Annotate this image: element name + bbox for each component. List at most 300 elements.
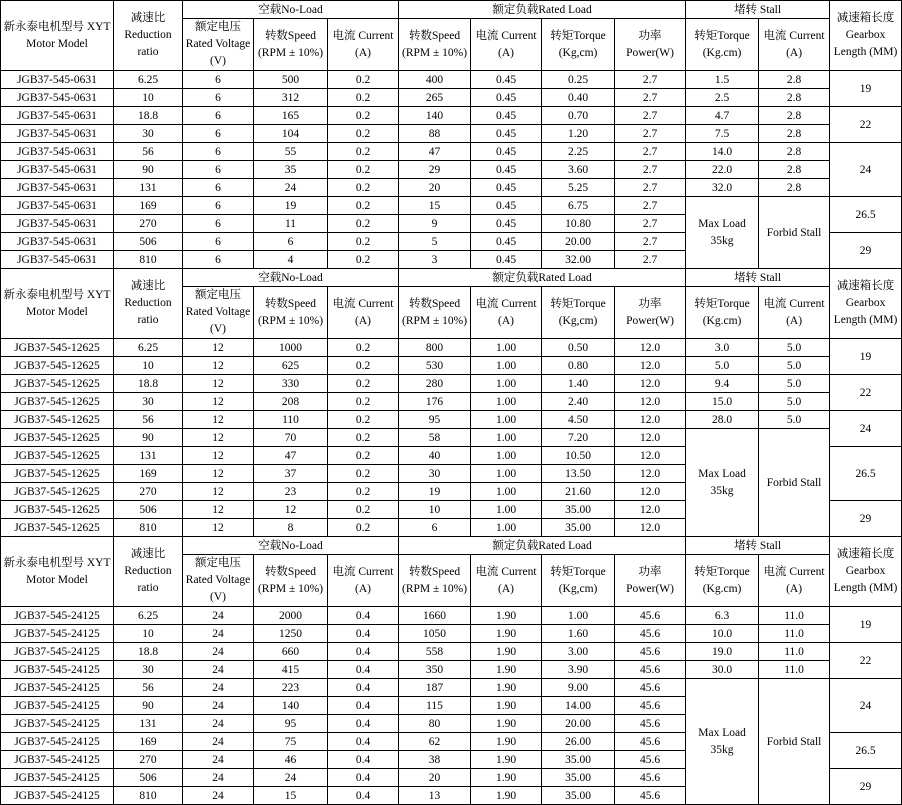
rated-speed-cell: 13 — [399, 787, 471, 805]
no-load-speed-cell: 6 — [254, 233, 328, 251]
gearbox-length-cell: 26.5 — [830, 447, 902, 501]
ratio-cell: 131 — [114, 179, 183, 197]
header-stall: 堵转 Stall — [686, 269, 830, 287]
no-load-current-cell: 0.2 — [328, 447, 399, 465]
table-row — [1, 89, 902, 107]
voltage-cell: 6 — [183, 233, 254, 251]
stall-torque-cell: 9.4 — [686, 375, 759, 393]
rated-power-cell: 12.0 — [615, 429, 686, 447]
ratio-cell: 506 — [114, 233, 183, 251]
ratio-cell: 169 — [114, 197, 183, 215]
header-stall-torque: 转矩Torque (Kg.cm) — [686, 555, 759, 607]
no-load-current-cell: 0.2 — [328, 71, 399, 89]
rated-power-cell: 45.6 — [615, 643, 686, 661]
header-ratio: 减速比 Reduction ratio — [114, 269, 183, 339]
no-load-current-cell: 0.2 — [328, 519, 399, 537]
header-row-top — [1, 1, 902, 19]
rated-torque-cell: 4.50 — [542, 411, 615, 429]
header-no-load-speed: 转数Speed (RPM ± 10%) — [254, 287, 328, 339]
rated-speed-cell: 80 — [399, 715, 471, 733]
rated-current-cell: 1.90 — [471, 661, 542, 679]
rated-torque-cell: 20.00 — [542, 715, 615, 733]
ratio-cell: 30 — [114, 661, 183, 679]
voltage-cell: 24 — [183, 787, 254, 805]
stall-torque-cell: 22.0 — [686, 161, 759, 179]
stall-torque-cell: 7.5 — [686, 125, 759, 143]
rated-current-cell: 0.45 — [471, 161, 542, 179]
gearbox-length-cell: 26.5 — [830, 733, 902, 769]
rated-torque-cell: 13.50 — [542, 465, 615, 483]
header-rated-current: 电流 Current (A) — [471, 287, 542, 339]
header-rated-power: 功率 Power(W) — [615, 19, 686, 71]
rated-current-cell: 1.90 — [471, 607, 542, 625]
stall-current-cell: 2.8 — [759, 161, 830, 179]
rated-current-cell: 0.45 — [471, 71, 542, 89]
ratio-cell: 30 — [114, 125, 183, 143]
model-cell: JGB37-545-0631 — [1, 197, 114, 215]
rated-current-cell: 1.00 — [471, 483, 542, 501]
max-load-note: Max Load 35kg — [686, 679, 759, 805]
rated-speed-cell: 30 — [399, 465, 471, 483]
no-load-speed-cell: 70 — [254, 429, 328, 447]
rated-torque-cell: 35.00 — [542, 787, 615, 805]
rated-speed-cell: 95 — [399, 411, 471, 429]
gearbox-length-cell: 22 — [830, 643, 902, 679]
table-row — [1, 143, 902, 161]
stall-current-cell: 2.8 — [759, 125, 830, 143]
table-row — [1, 71, 902, 89]
header-no-load-current: 电流 Current (A) — [328, 287, 399, 339]
rated-current-cell: 0.45 — [471, 197, 542, 215]
no-load-current-cell: 0.2 — [328, 89, 399, 107]
rated-torque-cell: 35.00 — [542, 519, 615, 537]
rated-speed-cell: 38 — [399, 751, 471, 769]
ratio-cell: 6.25 — [114, 71, 183, 89]
no-load-current-cell: 0.4 — [328, 733, 399, 751]
no-load-current-cell: 0.4 — [328, 643, 399, 661]
rated-speed-cell: 40 — [399, 447, 471, 465]
header-gearbox-length: 减速箱长度Gearbox Length (MM) — [830, 269, 902, 339]
voltage-cell: 12 — [183, 483, 254, 501]
stall-current-cell: 2.8 — [759, 143, 830, 161]
rated-torque-cell: 5.25 — [542, 179, 615, 197]
rated-speed-cell: 176 — [399, 393, 471, 411]
header-row-top — [1, 537, 902, 555]
forbid-stall-note: Forbid Stall — [759, 429, 830, 537]
stall-torque-cell: 15.0 — [686, 393, 759, 411]
no-load-speed-cell: 500 — [254, 71, 328, 89]
voltage-cell: 24 — [183, 715, 254, 733]
rated-power-cell: 45.6 — [615, 679, 686, 697]
header-rated-speed: 转数Speed (RPM ± 10%) — [399, 19, 471, 71]
voltage-cell: 24 — [183, 643, 254, 661]
rated-speed-cell: 800 — [399, 339, 471, 357]
model-cell: JGB37-545-24125 — [1, 751, 114, 769]
rated-current-cell: 1.90 — [471, 751, 542, 769]
header-rated-voltage: 额定电压 Rated Voltage (V) — [183, 19, 254, 71]
header-ratio: 减速比 Reduction ratio — [114, 537, 183, 607]
no-load-current-cell: 0.4 — [328, 661, 399, 679]
voltage-cell: 6 — [183, 215, 254, 233]
ratio-cell: 6.25 — [114, 607, 183, 625]
header-stall-current: 电流 Current (A) — [759, 555, 830, 607]
rated-speed-cell: 62 — [399, 733, 471, 751]
voltage-cell: 6 — [183, 179, 254, 197]
ratio-cell: 506 — [114, 769, 183, 787]
model-cell: JGB37-545-24125 — [1, 661, 114, 679]
rated-torque-cell: 3.60 — [542, 161, 615, 179]
rated-torque-cell: 3.90 — [542, 661, 615, 679]
no-load-current-cell: 0.2 — [328, 339, 399, 357]
rated-current-cell: 1.00 — [471, 375, 542, 393]
stall-torque-cell: 30.0 — [686, 661, 759, 679]
rated-power-cell: 45.6 — [615, 697, 686, 715]
rated-power-cell: 2.7 — [615, 71, 686, 89]
ratio-cell: 506 — [114, 501, 183, 519]
stall-current-cell: 5.0 — [759, 375, 830, 393]
rated-power-cell: 45.6 — [615, 733, 686, 751]
no-load-speed-cell: 330 — [254, 375, 328, 393]
gearbox-length-cell: 26.5 — [830, 197, 902, 233]
model-cell: JGB37-545-0631 — [1, 107, 114, 125]
stall-torque-cell: 2.5 — [686, 89, 759, 107]
rated-speed-cell: 1660 — [399, 607, 471, 625]
stall-torque-cell: 19.0 — [686, 643, 759, 661]
no-load-speed-cell: 47 — [254, 447, 328, 465]
header-stall-torque: 转矩Torque (Kg.cm) — [686, 19, 759, 71]
rated-power-cell: 2.7 — [615, 161, 686, 179]
no-load-current-cell: 0.2 — [328, 251, 399, 269]
no-load-current-cell: 0.2 — [328, 357, 399, 375]
no-load-current-cell: 0.2 — [328, 161, 399, 179]
model-cell: JGB37-545-24125 — [1, 715, 114, 733]
ratio-cell: 270 — [114, 483, 183, 501]
stall-torque-cell: 5.0 — [686, 357, 759, 375]
no-load-current-cell: 0.2 — [328, 465, 399, 483]
ratio-cell: 10 — [114, 625, 183, 643]
model-cell: JGB37-545-12625 — [1, 375, 114, 393]
no-load-speed-cell: 165 — [254, 107, 328, 125]
voltage-cell: 6 — [183, 89, 254, 107]
rated-power-cell: 12.0 — [615, 357, 686, 375]
stall-current-cell: 11.0 — [759, 625, 830, 643]
model-cell: JGB37-545-12625 — [1, 501, 114, 519]
no-load-speed-cell: 12 — [254, 501, 328, 519]
voltage-cell: 12 — [183, 447, 254, 465]
no-load-speed-cell: 23 — [254, 483, 328, 501]
ratio-cell: 10 — [114, 89, 183, 107]
rated-speed-cell: 29 — [399, 161, 471, 179]
ratio-cell: 90 — [114, 697, 183, 715]
rated-current-cell: 0.45 — [471, 215, 542, 233]
no-load-current-cell: 0.4 — [328, 697, 399, 715]
rated-speed-cell: 1050 — [399, 625, 471, 643]
voltage-cell: 24 — [183, 679, 254, 697]
header-no-load: 空载No-Load — [183, 1, 399, 19]
no-load-current-cell: 0.4 — [328, 625, 399, 643]
header-rated-load: 额定负载Rated Load — [399, 1, 686, 19]
rated-current-cell: 0.45 — [471, 251, 542, 269]
no-load-current-cell: 0.2 — [328, 411, 399, 429]
gearbox-length-cell: 24 — [830, 411, 902, 447]
header-rated-load: 额定负载Rated Load — [399, 269, 686, 287]
stall-current-cell: 2.8 — [759, 89, 830, 107]
ratio-cell: 18.8 — [114, 643, 183, 661]
rated-torque-cell: 1.40 — [542, 375, 615, 393]
stall-current-cell: 5.0 — [759, 357, 830, 375]
rated-power-cell: 2.7 — [615, 233, 686, 251]
no-load-current-cell: 0.4 — [328, 679, 399, 697]
voltage-cell: 24 — [183, 751, 254, 769]
rated-torque-cell: 21.60 — [542, 483, 615, 501]
rated-speed-cell: 115 — [399, 697, 471, 715]
rated-current-cell: 1.90 — [471, 625, 542, 643]
model-cell: JGB37-545-0631 — [1, 71, 114, 89]
ratio-cell: 270 — [114, 751, 183, 769]
no-load-current-cell: 0.4 — [328, 751, 399, 769]
rated-power-cell: 12.0 — [615, 339, 686, 357]
table-row — [1, 125, 902, 143]
header-rated-current: 电流 Current (A) — [471, 555, 542, 607]
rated-current-cell: 1.90 — [471, 769, 542, 787]
rated-current-cell: 1.90 — [471, 679, 542, 697]
ratio-cell: 90 — [114, 429, 183, 447]
rated-current-cell: 1.00 — [471, 501, 542, 519]
no-load-current-cell: 0.2 — [328, 125, 399, 143]
model-cell: JGB37-545-24125 — [1, 643, 114, 661]
header-gearbox-length: 减速箱长度Gearbox Length (MM) — [830, 1, 902, 71]
header-rated-torque: 转矩Torque (Kg,cm) — [542, 287, 615, 339]
gearbox-length-cell: 29 — [830, 769, 902, 805]
header-no-load-speed: 转数Speed (RPM ± 10%) — [254, 19, 328, 71]
voltage-cell: 24 — [183, 769, 254, 787]
rated-torque-cell: 10.80 — [542, 215, 615, 233]
model-cell: JGB37-545-24125 — [1, 607, 114, 625]
gearbox-length-cell: 29 — [830, 233, 902, 269]
model-cell: JGB37-545-0631 — [1, 215, 114, 233]
header-no-load-speed: 转数Speed (RPM ± 10%) — [254, 555, 328, 607]
rated-torque-cell: 32.00 — [542, 251, 615, 269]
stall-current-cell: 2.8 — [759, 71, 830, 89]
rated-current-cell: 1.90 — [471, 643, 542, 661]
rated-power-cell: 2.7 — [615, 179, 686, 197]
stall-current-cell: 11.0 — [759, 643, 830, 661]
rated-power-cell: 12.0 — [615, 483, 686, 501]
rated-current-cell: 1.90 — [471, 733, 542, 751]
rated-speed-cell: 530 — [399, 357, 471, 375]
rated-current-cell: 1.90 — [471, 787, 542, 805]
header-rated-voltage: 额定电压 Rated Voltage (V) — [183, 287, 254, 339]
rated-speed-cell: 280 — [399, 375, 471, 393]
ratio-cell: 810 — [114, 251, 183, 269]
rated-torque-cell: 7.20 — [542, 429, 615, 447]
table-row — [1, 411, 902, 429]
rated-torque-cell: 0.40 — [542, 89, 615, 107]
voltage-cell: 12 — [183, 465, 254, 483]
rated-power-cell: 2.7 — [615, 89, 686, 107]
ratio-cell: 270 — [114, 215, 183, 233]
rated-power-cell: 45.6 — [615, 751, 686, 769]
no-load-speed-cell: 140 — [254, 697, 328, 715]
header-no-load-current: 电流 Current (A) — [328, 555, 399, 607]
no-load-current-cell: 0.2 — [328, 501, 399, 519]
rated-speed-cell: 58 — [399, 429, 471, 447]
no-load-current-cell: 0.2 — [328, 179, 399, 197]
model-cell: JGB37-545-0631 — [1, 125, 114, 143]
table-row — [1, 643, 902, 661]
no-load-current-cell: 0.4 — [328, 607, 399, 625]
ratio-cell: 810 — [114, 519, 183, 537]
ratio-cell: 169 — [114, 465, 183, 483]
rated-power-cell: 12.0 — [615, 465, 686, 483]
rated-speed-cell: 15 — [399, 197, 471, 215]
header-no-load-current: 电流 Current (A) — [328, 19, 399, 71]
rated-torque-cell: 1.60 — [542, 625, 615, 643]
ratio-cell: 56 — [114, 411, 183, 429]
rated-speed-cell: 265 — [399, 89, 471, 107]
model-cell: JGB37-545-12625 — [1, 519, 114, 537]
voltage-cell: 6 — [183, 125, 254, 143]
voltage-cell: 6 — [183, 197, 254, 215]
rated-power-cell: 12.0 — [615, 447, 686, 465]
table-row — [1, 161, 902, 179]
table-row — [1, 107, 902, 125]
no-load-speed-cell: 110 — [254, 411, 328, 429]
no-load-current-cell: 0.4 — [328, 787, 399, 805]
ratio-cell: 56 — [114, 143, 183, 161]
model-cell: JGB37-545-12625 — [1, 339, 114, 357]
voltage-cell: 24 — [183, 625, 254, 643]
no-load-speed-cell: 104 — [254, 125, 328, 143]
rated-current-cell: 0.45 — [471, 89, 542, 107]
rated-torque-cell: 35.00 — [542, 501, 615, 519]
no-load-current-cell: 0.2 — [328, 393, 399, 411]
voltage-cell: 24 — [183, 697, 254, 715]
voltage-cell: 24 — [183, 661, 254, 679]
rated-torque-cell: 2.40 — [542, 393, 615, 411]
header-gearbox-length: 减速箱长度Gearbox Length (MM) — [830, 537, 902, 607]
stall-current-cell: 2.8 — [759, 107, 830, 125]
header-model: 新永泰电机型号 XYT Motor Model — [1, 269, 114, 339]
rated-torque-cell: 0.80 — [542, 357, 615, 375]
header-stall-current: 电流 Current (A) — [759, 19, 830, 71]
no-load-current-cell: 0.2 — [328, 215, 399, 233]
voltage-cell: 24 — [183, 733, 254, 751]
no-load-speed-cell: 1000 — [254, 339, 328, 357]
header-stall-current: 电流 Current (A) — [759, 287, 830, 339]
ratio-cell: 169 — [114, 733, 183, 751]
ratio-cell: 6.25 — [114, 339, 183, 357]
ratio-cell: 131 — [114, 447, 183, 465]
rated-current-cell: 1.00 — [471, 429, 542, 447]
header-stall: 堵转 Stall — [686, 1, 830, 19]
no-load-speed-cell: 312 — [254, 89, 328, 107]
model-cell: JGB37-545-12625 — [1, 429, 114, 447]
rated-power-cell: 2.7 — [615, 197, 686, 215]
rated-power-cell: 45.6 — [615, 661, 686, 679]
table-row — [1, 429, 902, 447]
gearbox-length-cell: 19 — [830, 607, 902, 643]
no-load-current-cell: 0.2 — [328, 107, 399, 125]
stall-current-cell: 2.8 — [759, 179, 830, 197]
no-load-speed-cell: 4 — [254, 251, 328, 269]
no-load-speed-cell: 11 — [254, 215, 328, 233]
stall-current-cell: 5.0 — [759, 393, 830, 411]
table-row — [1, 375, 902, 393]
no-load-speed-cell: 55 — [254, 143, 328, 161]
stall-current-cell: 11.0 — [759, 607, 830, 625]
no-load-speed-cell: 24 — [254, 769, 328, 787]
rated-current-cell: 0.45 — [471, 233, 542, 251]
rated-torque-cell: 6.75 — [542, 197, 615, 215]
rated-power-cell: 45.6 — [615, 625, 686, 643]
voltage-cell: 6 — [183, 251, 254, 269]
ratio-cell: 90 — [114, 161, 183, 179]
no-load-current-cell: 0.2 — [328, 429, 399, 447]
rated-torque-cell: 9.00 — [542, 679, 615, 697]
gearbox-length-cell: 29 — [830, 501, 902, 537]
model-cell: JGB37-545-24125 — [1, 733, 114, 751]
rated-torque-cell: 1.00 — [542, 607, 615, 625]
header-no-load: 空载No-Load — [183, 269, 399, 287]
rated-current-cell: 0.45 — [471, 179, 542, 197]
voltage-cell: 12 — [183, 411, 254, 429]
header-ratio: 减速比 Reduction ratio — [114, 1, 183, 71]
model-cell: JGB37-545-24125 — [1, 787, 114, 805]
stall-current-cell: 5.0 — [759, 339, 830, 357]
no-load-current-cell: 0.2 — [328, 233, 399, 251]
forbid-stall-note: Forbid Stall — [759, 197, 830, 269]
rated-current-cell: 1.00 — [471, 447, 542, 465]
rated-speed-cell: 400 — [399, 71, 471, 89]
no-load-current-cell: 0.2 — [328, 197, 399, 215]
ratio-cell: 810 — [114, 787, 183, 805]
rated-current-cell: 1.00 — [471, 465, 542, 483]
rated-power-cell: 12.0 — [615, 375, 686, 393]
rated-speed-cell: 140 — [399, 107, 471, 125]
rated-current-cell: 1.00 — [471, 519, 542, 537]
model-cell: JGB37-545-24125 — [1, 679, 114, 697]
voltage-cell: 12 — [183, 375, 254, 393]
rated-torque-cell: 0.70 — [542, 107, 615, 125]
ratio-cell: 18.8 — [114, 107, 183, 125]
model-cell: JGB37-545-0631 — [1, 143, 114, 161]
rated-speed-cell: 47 — [399, 143, 471, 161]
no-load-speed-cell: 223 — [254, 679, 328, 697]
rated-speed-cell: 558 — [399, 643, 471, 661]
model-cell: JGB37-545-12625 — [1, 357, 114, 375]
no-load-speed-cell: 46 — [254, 751, 328, 769]
rated-current-cell: 1.00 — [471, 357, 542, 375]
rated-torque-cell: 35.00 — [542, 769, 615, 787]
stall-torque-cell: 14.0 — [686, 143, 759, 161]
max-load-note: Max Load 35kg — [686, 197, 759, 269]
no-load-speed-cell: 208 — [254, 393, 328, 411]
stall-torque-cell: 32.0 — [686, 179, 759, 197]
rated-speed-cell: 187 — [399, 679, 471, 697]
rated-torque-cell: 2.25 — [542, 143, 615, 161]
max-load-note: Max Load 35kg — [686, 429, 759, 537]
model-cell: JGB37-545-12625 — [1, 393, 114, 411]
rated-current-cell: 0.45 — [471, 125, 542, 143]
voltage-cell: 6 — [183, 161, 254, 179]
rated-torque-cell: 35.00 — [542, 751, 615, 769]
rated-power-cell: 12.0 — [615, 501, 686, 519]
rated-speed-cell: 20 — [399, 769, 471, 787]
rated-torque-cell: 10.50 — [542, 447, 615, 465]
header-row-top — [1, 269, 902, 287]
no-load-speed-cell: 2000 — [254, 607, 328, 625]
